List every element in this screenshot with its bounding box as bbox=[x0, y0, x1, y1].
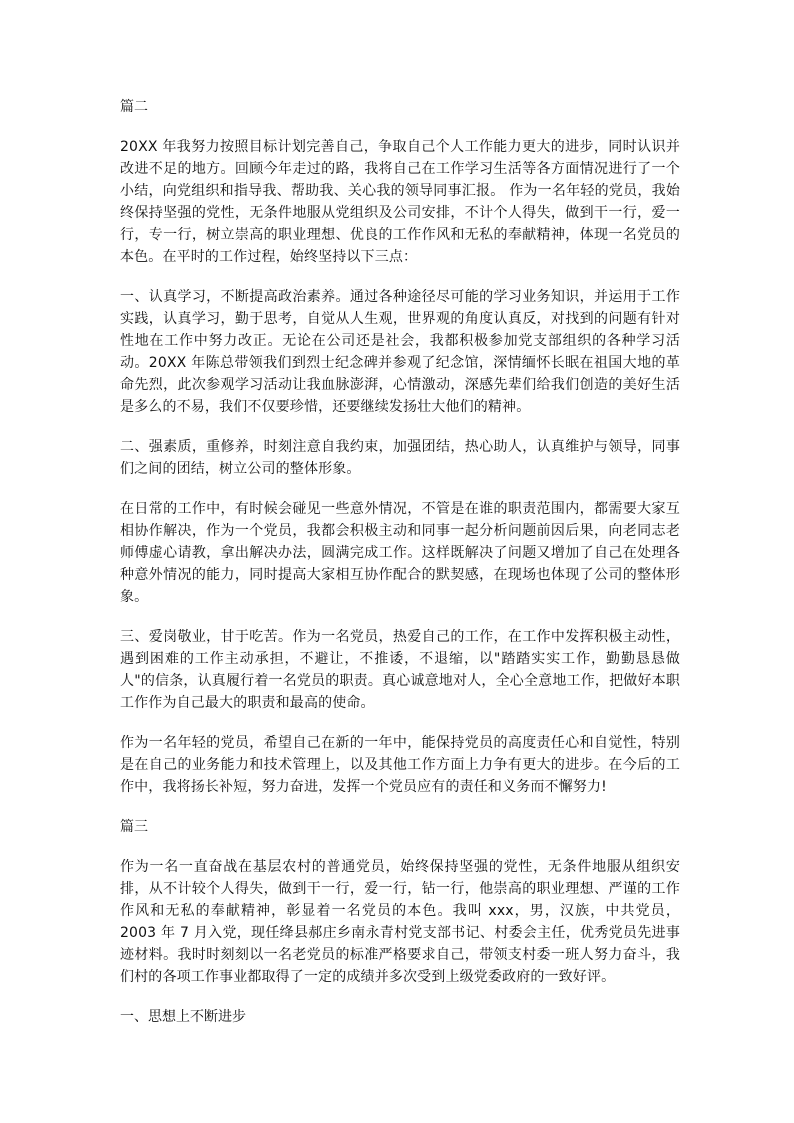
paragraph-intro: 20XX 年我努力按照目标计划完善自己，争取自己个人工作能力更大的进步，同时认识并改进不足的地方。回顾今年走过的路，我将自己在工作学习生活等各方面情况进行了一个小结，向党组织和指导我、帮助我、关心我的领导同事汇报。 作为一名年轻的党员，我始终保持坚强的党性，无条件地服从党组织及公司安排，不计个人得失，做到干一行，爱一行，专一行，树立崇高的职业理想、优良的工作作风和无私的奉献精神，体现一名党员的本色。在平时的工作过程，始终坚持以下三点： bbox=[120, 139, 680, 265]
paragraph-daily-work: 在日常的工作中，有时候会碰见一些意外情况，不管是在谁的职责范围内，都需要大家互相协作解决，作为一个党员，我都会积极主动和同事一起分析问题前因后果，向老同志老师傅虚心请教，拿出解决办法，圆满完成工作。这样既解决了问题又增加了自己在处理各种意外情况的能力，同时提高大家相互协作配合的默契感，在现场也体现了公司的整体形象。 bbox=[120, 501, 680, 605]
paragraph-point-3: 三、爱岗敬业，甘于吃苦。作为一名党员，热爱自己的工作，在工作中发挥积极主动性，遇到困难的工作主动承担，不避让，不推诿，不退缩，以"踏踏实实工作，勤勤恳恳做人"的信条，认真履行着一名党员的职责。真心诚意地对人，全心全意地工作，把做好本职工作作为自己最大的职责和最高的使命。 bbox=[120, 629, 680, 711]
paragraph-profile: 作为一名一直奋战在基层农村的普通党员，始终保持坚强的党性，无条件地服从组织安排，从不计较个人得失，做到干一行，爱一行，钻一行，他崇高的职业理想、严谨的工作作风和无私的奉献精神，彰显着一名党员的本色。我叫 xxx，男，汉族，中共党员，2003 年 7 月入党，现任绛县郝庄乡南永青村党支部书记、村委会主任，优秀党员先进事迹材料。我时时刻刻以一名老党员的标准严格要求自己，带领支村委一班人努力奋斗，我们村的各项工作事业都取得了一定的成绩并多次受到上级党委政府的一致好评。 bbox=[120, 859, 680, 985]
subheading-thought-progress: 一、思想上不断进步 bbox=[120, 1009, 246, 1025]
document-page bbox=[120, 96, 680, 1028]
paragraph-conclusion: 作为一名年轻的党员，希望自己在新的一年中，能保持党员的高度责任心和自觉性，特别是在自己的业务能力和技术管理上，以及其他工作方面上力争有更大的进步。在今后的工作中，我将扬长补短，努力奋进，发挥一个党员应有的责任和义务而不懈努力! bbox=[120, 735, 680, 795]
paragraph-point-2: 二、强素质，重修养，时刻注意自我约束，加强团结，热心助人，认真维护与领导，同事们之间的团结，树立公司的整体形象。 bbox=[120, 439, 680, 477]
section-heading-3: 篇三 bbox=[120, 819, 148, 835]
section-heading-2: 篇二 bbox=[120, 99, 148, 115]
paragraph-point-1: 一、认真学习，不断提高政治素养。通过各种途径尽可能的学习业务知识，并运用于工作实践，认真学习，勤于思考，自觉从人生观，世界观的角度认真反，对找到的问题有针对性地在工作中努力改正。无论在公司还是社会，我都积极参加党支部组织的各种学习活动。20XX 年陈总带领我们到烈士纪念碑并参观了纪念馆，深情缅怀长眠在祖国大地的革命先烈，此次参观学习活动让我血脉澎湃，心情激动，深感先辈们给我们创造的美好生活是多么的不易，我们不仅要珍惜，还要继续发扬壮大他们的精神。 bbox=[120, 289, 680, 415]
